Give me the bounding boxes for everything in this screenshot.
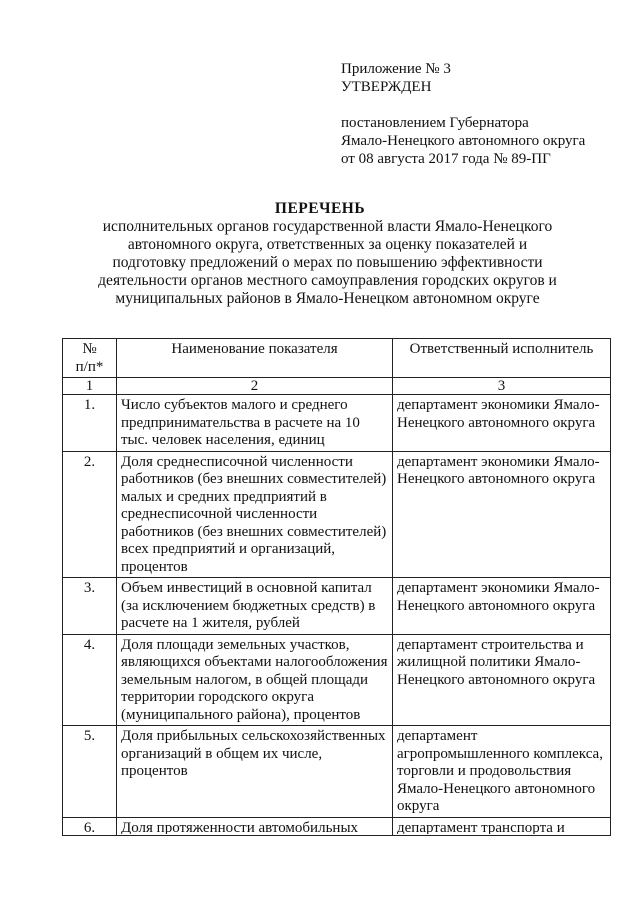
row-number: 3. bbox=[63, 578, 117, 635]
row-executor: департамент экономики Ямало-Ненецкого автономного округа bbox=[393, 451, 611, 578]
row-number: 2. bbox=[63, 451, 117, 578]
header-number bbox=[63, 339, 117, 378]
table-row bbox=[63, 451, 611, 578]
approval-line-1: постановлением Губернатора bbox=[341, 115, 529, 131]
header-number-line2: п/п* bbox=[75, 358, 104, 375]
row-executor bbox=[393, 817, 611, 835]
header-number-line1: № bbox=[82, 341, 97, 357]
executors-table bbox=[62, 338, 611, 836]
row-indicator: Доля среднесписочной численности работников (без внешних совместителей) малых и средних предприятий в среднесписочной численности работников (без внешних совместителей) всех предприятий и организаций, процентов bbox=[117, 451, 393, 578]
row-executor-text: департамент транспорта и bbox=[397, 819, 565, 834]
row-executor: департамент экономики Ямало-Ненецкого автономного округа bbox=[393, 395, 611, 452]
row-number-text: 6. bbox=[83, 819, 96, 834]
document-subtitle: исполнительных органов государственной власти Ямало-Ненецкого автономного округа, ответственных за оценку показателей и подготовку предложений о мерах по повышению эффективности деятельности органов местного самоуправления городских округов и муниципальных районов в Ямало-Ненецком автономном округе bbox=[98, 218, 557, 307]
row-executor: департамент агропромышленного комплекса, торговли и продовольствия Ямало-Ненецкого автономного округа bbox=[393, 726, 611, 818]
row-indicator-text: Доля протяженности автомобильных bbox=[121, 819, 359, 834]
row-indicator: Объем инвестиций в основной капитал (за исключением бюджетных средств) в расчете на 1 жителя, рублей bbox=[117, 578, 393, 635]
approval-block bbox=[341, 60, 585, 168]
approval-line-3: от 08 августа 2017 года № 89-ПГ bbox=[341, 151, 551, 167]
row-number bbox=[63, 817, 117, 835]
row-indicator: Доля прибыльных сельскохозяйственных организаций в общем их числе, процентов bbox=[117, 726, 393, 818]
row-indicator: Число субъектов малого и среднего предпринимательства в расчете на 10 тыс. человек населения, единиц bbox=[117, 395, 393, 452]
document-title: ПЕРЕЧЕНЬ bbox=[274, 200, 366, 217]
row-number: 5. bbox=[63, 726, 117, 818]
approved-label: УТВЕРЖДЕН bbox=[341, 79, 432, 95]
column-numbers-row bbox=[63, 378, 611, 395]
row-number: 1. bbox=[63, 395, 117, 452]
table-row bbox=[63, 395, 611, 452]
column-number: 1 bbox=[63, 378, 117, 395]
table-row bbox=[63, 726, 611, 818]
table-header-row bbox=[63, 339, 611, 378]
header-indicator: Наименование показателя bbox=[117, 339, 393, 378]
header-executor: Ответственный исполнитель bbox=[393, 339, 611, 378]
approval-line-2: Ямало-Ненецкого автономного округа bbox=[341, 133, 586, 149]
table-row bbox=[63, 578, 611, 635]
table-row-partial bbox=[63, 817, 611, 835]
row-indicator: Доля площади земельных участков, являющихся объектами налогообложения земельным налогом, в общей площади территории городского округа (муниципального района), процентов bbox=[117, 634, 393, 726]
row-number: 4. bbox=[63, 634, 117, 726]
row-executor: департамент строительства и жилищной политики Ямало-Ненецкого автономного округа bbox=[393, 634, 611, 726]
appendix-number: Приложение № 3 bbox=[341, 61, 451, 77]
row-indicator bbox=[117, 817, 393, 835]
column-number: 2 bbox=[117, 378, 393, 395]
table-row bbox=[63, 634, 611, 726]
row-executor: департамент экономики Ямало-Ненецкого автономного округа bbox=[393, 578, 611, 635]
column-number: 3 bbox=[393, 378, 611, 395]
